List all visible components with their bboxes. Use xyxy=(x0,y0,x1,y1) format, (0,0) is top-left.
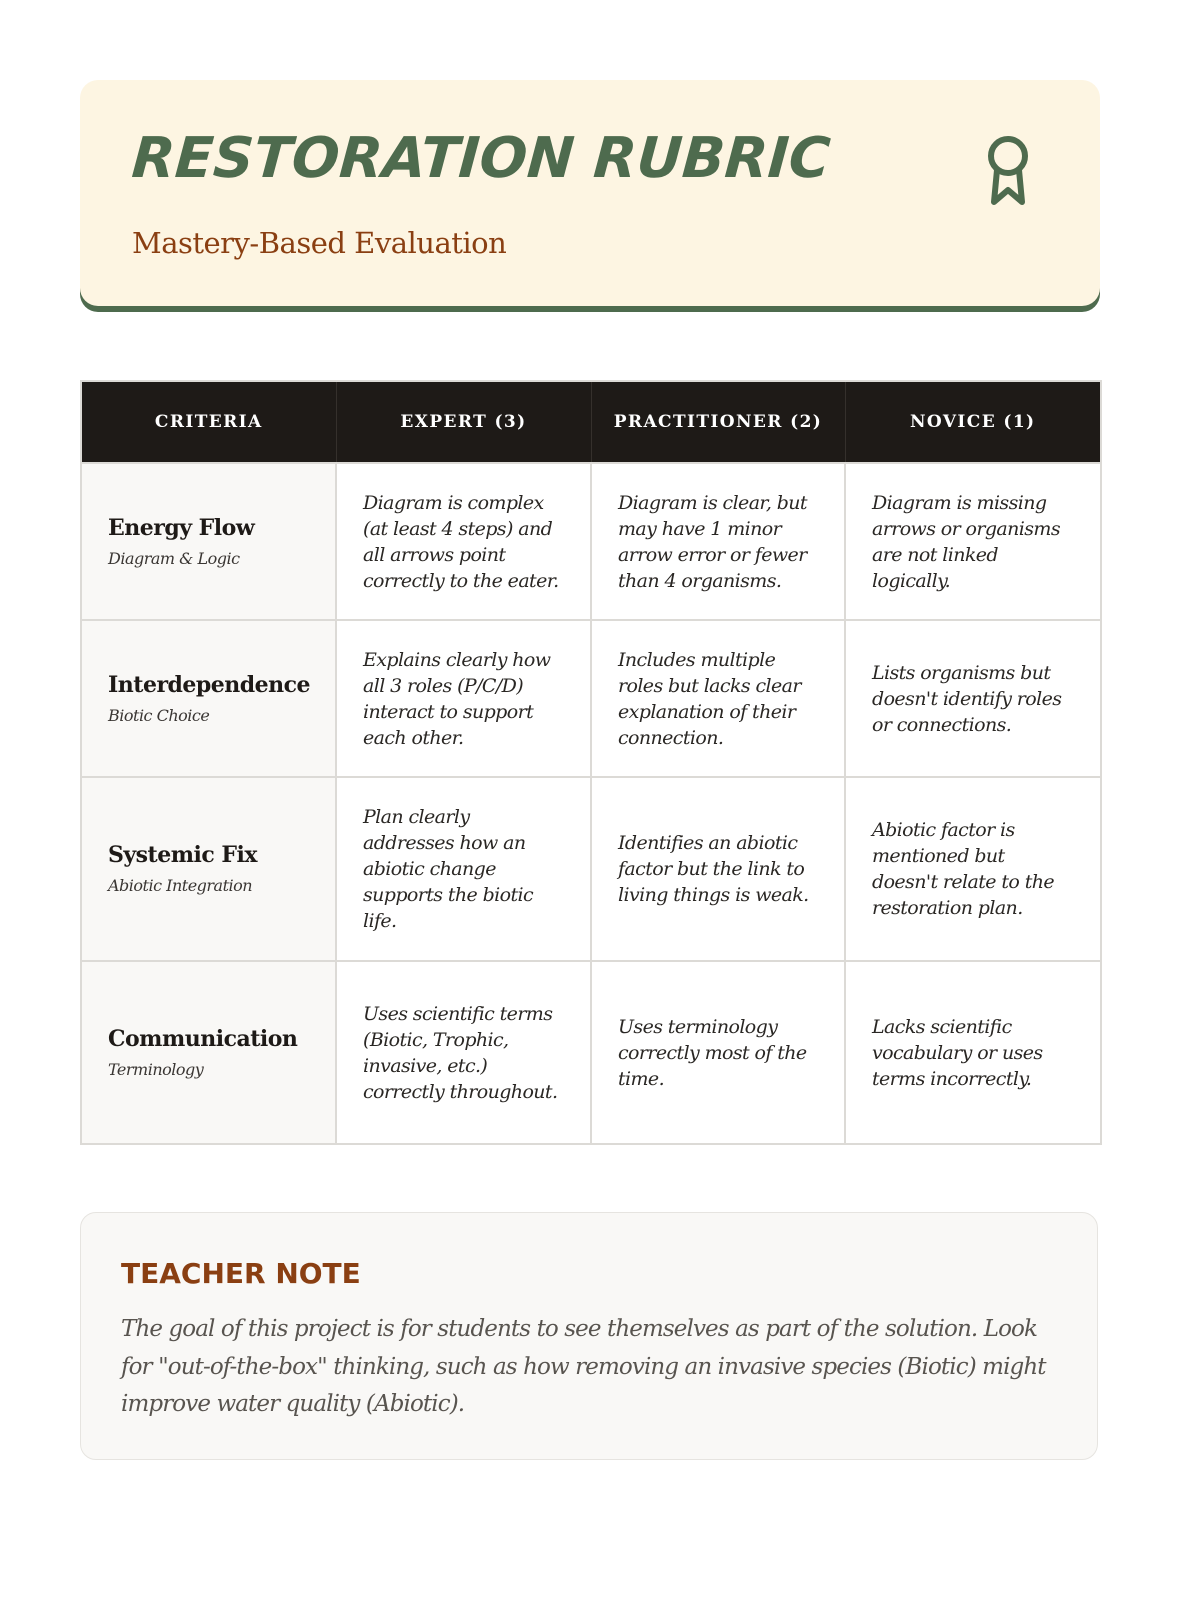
column-header-expert: EXPERT (3) xyxy=(336,381,591,463)
page-title: RESTORATION RUBRIC xyxy=(129,126,833,191)
header-card xyxy=(80,80,1100,306)
criterion-name: Interdependence xyxy=(108,671,311,698)
table-row xyxy=(81,463,1101,620)
criterion-name: Communication xyxy=(108,1025,298,1052)
novice-cell: Lacks scientific vocabulary or uses terms incorrectly. xyxy=(845,961,1101,1144)
table-header-row xyxy=(81,381,1101,463)
expert-cell: Uses scientific terms (Biotic, Trophic, invasive, etc.) correctly throughout. xyxy=(336,961,591,1144)
column-header-criteria: CRITERIA xyxy=(81,381,336,463)
criterion-subtitle: Terminology xyxy=(108,1059,204,1079)
table-row xyxy=(81,961,1101,1144)
expert-cell: Explains clearly how all 3 roles (P/C/D) interact to support each other. xyxy=(336,620,591,777)
criterion-name: Energy Flow xyxy=(108,514,255,541)
novice-cell: Abiotic factor is mentioned but doesn't relate to the restoration plan. xyxy=(845,777,1101,961)
practitioner-cell: Includes multiple roles but lacks clear explanation of their connection. xyxy=(591,620,845,777)
criterion-subtitle: Diagram & Logic xyxy=(108,548,240,568)
teacher-note-title: TEACHER NOTE xyxy=(121,1257,361,1290)
page-subtitle: Mastery-Based Evaluation xyxy=(132,226,507,260)
novice-cell: Lists organisms but doesn't identify roles or connections. xyxy=(845,620,1101,777)
award-ribbon-icon xyxy=(978,132,1038,212)
expert-cell: Plan clearly addresses how an abiotic change supports the biotic life. xyxy=(336,777,591,961)
teacher-note-card xyxy=(80,1212,1098,1460)
criteria-cell xyxy=(81,620,336,777)
criterion-subtitle: Abiotic Integration xyxy=(108,876,253,895)
practitioner-cell: Uses terminology correctly most of the time. xyxy=(591,961,845,1144)
criteria-cell xyxy=(81,777,336,961)
table-row xyxy=(81,620,1101,777)
criterion-name: Systemic Fix xyxy=(108,842,257,868)
expert-cell: Diagram is complex (at least 4 steps) and all arrows point correctly to the eater. xyxy=(336,463,591,620)
teacher-note-body: The goal of this project is for students to see themselves as part of the solution. Look for "out-of-the-box" thinking, such as how removing an invasive species (Biotic) might improve water quality (Abiotic). xyxy=(121,1316,1046,1417)
rubric-table xyxy=(80,380,1102,1145)
practitioner-cell: Identifies an abiotic factor but the link to living things is weak. xyxy=(591,777,845,961)
criterion-subtitle: Biotic Choice xyxy=(108,705,210,725)
table-row xyxy=(81,777,1101,961)
column-header-novice: NOVICE (1) xyxy=(845,381,1101,463)
criteria-cell xyxy=(81,463,336,620)
novice-cell: Diagram is missing arrows or organisms are not linked logically. xyxy=(845,463,1101,620)
column-header-practitioner: PRACTITIONER (2) xyxy=(591,381,845,463)
criteria-cell xyxy=(81,961,336,1144)
practitioner-cell: Diagram is clear, but may have 1 minor arrow error or fewer than 4 organisms. xyxy=(591,463,845,620)
